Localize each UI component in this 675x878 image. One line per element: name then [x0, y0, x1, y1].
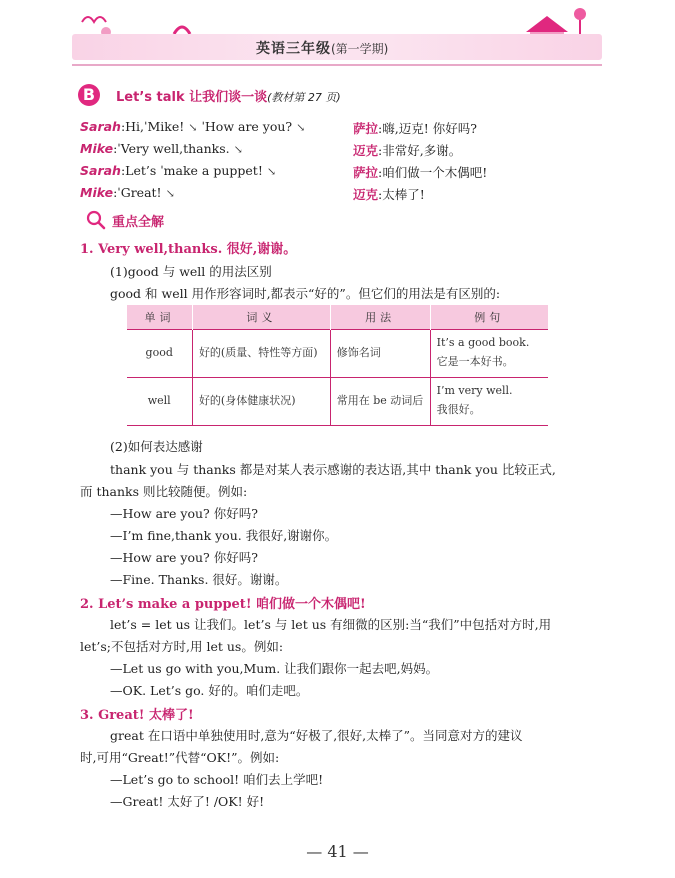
- key-points-label: [86, 210, 164, 230]
- dialogue-text: :Hi,ˈMike!: [120, 119, 185, 134]
- column-header: 词义: [192, 305, 330, 329]
- cell-word: well: [127, 377, 193, 425]
- dialogue-text-2: ˈHow are you?: [201, 119, 293, 134]
- dialogue-line: [80, 185, 175, 200]
- cell-example: [430, 329, 548, 377]
- paragraph: good 和 well 用作形容词时,都表示“好的”。但它们的用法是有区别的:: [110, 286, 501, 301]
- example-line: —OK. Let’s go. 好的。咱们走吧。: [110, 683, 309, 698]
- dialogue-line: [80, 141, 243, 156]
- translation-text: :非常好,多谢。: [378, 143, 462, 158]
- paragraph-line: 时,可用“Great!”代替“OK!”。例如:: [80, 750, 280, 765]
- page-header: [0, 0, 675, 72]
- example-line: —Let’s go to school! 咱们去上学吧!: [110, 772, 324, 787]
- translation-text: :咱们做一个木偶吧!: [378, 165, 488, 180]
- table-header-row: [127, 305, 549, 329]
- dialogue-text: :ˈVery well,thanks.: [113, 141, 230, 156]
- speaker-name: Mike: [80, 185, 114, 200]
- example-english: It’s a good book.: [436, 336, 530, 350]
- example-english: I’m very well.: [436, 384, 513, 398]
- key-points-text: 重点全解: [112, 214, 165, 230]
- example-chinese: 它是一本好书。: [436, 355, 514, 368]
- example-line: —Great! 太好了! /OK! 好!: [110, 794, 265, 809]
- comparison-table: [126, 305, 548, 426]
- paragraph-line: let’s = let us 让我们。let’s 与 let us 有细微的区别:当“我们”中包括对方时,用: [110, 617, 552, 632]
- paragraph-line: thank you 与 thanks 都是对某人表示感谢的表达语,其中 thank you 比较正式,: [110, 462, 556, 477]
- falling-tone-icon: ↘: [296, 121, 306, 134]
- dialogue-text: :Let’s ˈmake a puppet!: [120, 163, 263, 178]
- sub-heading: (1)good 与 well 的用法区别: [110, 264, 272, 279]
- dialogue-line: [80, 163, 276, 178]
- dialogue-translation-line: [353, 163, 487, 181]
- falling-tone-icon: ↘: [165, 187, 175, 200]
- dialogue-translation-line: [353, 185, 425, 203]
- cell-usage: 修饰名词: [330, 329, 430, 377]
- example-line: —How are you? 你好吗?: [110, 506, 258, 521]
- example-line: —Fine. Thanks. 很好。谢谢。: [110, 572, 288, 587]
- falling-tone-icon: ↘: [188, 121, 198, 134]
- point-heading: 1. Very well,thanks. 很好,谢谢。: [80, 242, 297, 257]
- falling-tone-icon: ↘: [233, 143, 243, 156]
- cell-example: [430, 377, 548, 425]
- table-row: [127, 329, 549, 377]
- section-title-text: Let’s talk 让我们谈一谈: [116, 90, 268, 105]
- point-heading: 3. Great! 太棒了!: [80, 708, 194, 723]
- translation-text: :嗨,迈克! 你好吗?: [378, 121, 477, 136]
- page-number: — 41 —: [306, 842, 369, 861]
- cell-word: good: [127, 329, 193, 377]
- speaker-name-cn: 萨拉: [353, 121, 379, 136]
- paragraph-line: great 在口语中单独使用时,意为“好极了,很好,太棒了”。当同意对方的建议: [110, 728, 523, 743]
- book-term: (第一学期): [331, 42, 389, 56]
- dialogue-line: [80, 119, 305, 134]
- speaker-name: Mike: [80, 141, 114, 156]
- dialogue-translation-line: [353, 141, 461, 159]
- translation-text: :太棒了!: [378, 187, 425, 202]
- book-title: [256, 38, 388, 58]
- speaker-name-cn: 迈克: [353, 143, 379, 158]
- falling-tone-icon: ↘: [266, 165, 277, 178]
- paragraph-line: 而 thanks 则比较随便。例如:: [80, 484, 248, 499]
- table-row: [127, 377, 549, 425]
- dialogue-translation-line: [353, 119, 477, 137]
- speaker-name-cn: 萨拉: [353, 165, 379, 180]
- column-header: 单词: [127, 305, 193, 329]
- book-title-text: 英语三年级: [256, 41, 331, 57]
- cell-usage: 常用在 be 动词后: [330, 377, 430, 425]
- section-title: [116, 86, 341, 105]
- magnifier-icon: [86, 210, 106, 230]
- speaker-name-cn: 迈克: [353, 187, 379, 202]
- example-line: —I’m fine,thank you. 我很好,谢谢你。: [110, 528, 338, 543]
- sub-heading: (2)如何表达感谢: [110, 439, 203, 454]
- cell-meaning: 好的(身体健康状况): [192, 377, 330, 425]
- header-divider: [72, 64, 602, 66]
- example-chinese: 我很好。: [436, 403, 481, 416]
- point-heading: 2. Let’s make a puppet! 咱们做一个木偶吧!: [80, 597, 366, 612]
- column-header: 用法: [330, 305, 430, 329]
- example-line: —Let us go with you,Mum. 让我们跟你一起去吧,妈妈。: [110, 661, 439, 676]
- speaker-name: Sarah: [80, 163, 121, 178]
- section-badge: B: [78, 84, 100, 106]
- speaker-name: Sarah: [80, 119, 121, 134]
- cell-meaning: 好的(质量、特性等方面): [192, 329, 330, 377]
- textbook-reference: (教材第 27 页): [267, 91, 341, 104]
- example-line: —How are you? 你好吗?: [110, 550, 258, 565]
- column-header: 例句: [430, 305, 548, 329]
- dialogue-text: :ˈGreat!: [113, 185, 162, 200]
- paragraph-line: let’s;不包括对方时,用 let us。例如:: [80, 639, 284, 654]
